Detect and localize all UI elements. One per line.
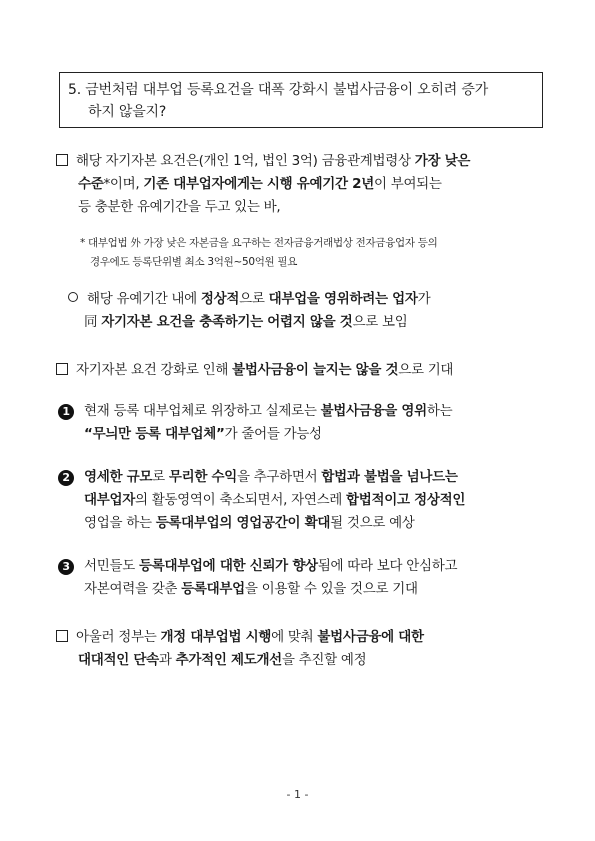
number-1-icon: 1 [58, 404, 74, 420]
item-3: 3 서민들도 등록대부업에 대한 신뢰가 향상됨에 따라 보다 안심하고 자본여력을 갖춘 등록대부업을 이용할 수 있을 것으로 기대 [56, 555, 546, 601]
question-line-2: 하지 않을지? [88, 104, 167, 120]
question-box [59, 72, 543, 128]
paragraph-2: 해당 유예기간 내에 정상적으로 대부업을 영위하려는 업자가 同 자기자본 요건을 충족하기는 어렵지 않을 것으로 보임 [56, 288, 546, 334]
paragraph-1: 해당 자기자본 요건은(개인 1억, 법인 3억) 금융관계법령상 가장 낮은 수준*이며, 기존 대부업자에게는 시행 유예기간 2년이 부여되는 등 충분한 유예기간을 두고 있는 바, [56, 150, 546, 219]
paragraph-3: 자기자본 요건 강화로 인해 불법사금융이 늘지는 않을 것으로 기대 [56, 359, 546, 382]
item-2: 2 영세한 규모로 무리한 수익을 추구하면서 합법과 불법을 넘나드는 대부업자의 활동영역이 축소되면서, 자연스레 합법적이고 정상적인 영업을 하는 등록대부업의 영업공간이 확대될 것으로 예상 [56, 466, 546, 535]
question-line-1: 5. 금번처럼 대부업 등록요건을 대폭 강화시 불법사금융이 오히려 증가 [68, 82, 489, 98]
square-bullet-icon [56, 154, 68, 166]
number-3-icon: 3 [58, 559, 74, 575]
circle-bullet-icon [68, 292, 78, 302]
square-bullet-icon [56, 630, 68, 642]
square-bullet-icon [56, 363, 68, 375]
item-1: 1 현재 등록 대부업체로 위장하고 실제로는 불법사금융을 영위하는 “무늬만 등록 대부업체”가 줄어들 가능성 [56, 400, 546, 446]
footnote: * 대부업법 外 가장 낮은 자본금을 요구하는 전자금융거래법상 전자금융업자 등의 경우에도 등록단위별 최소 3억원~50억원 필요 [80, 237, 438, 268]
page-number: - 1 - [286, 788, 309, 801]
paragraph-4: 아울러 정부는 개정 대부업법 시행에 맞춰 불법사금융에 대한 대대적인 단속과 추가적인 제도개선을 추진할 예정 [56, 626, 546, 672]
number-2-icon: 2 [58, 470, 74, 486]
